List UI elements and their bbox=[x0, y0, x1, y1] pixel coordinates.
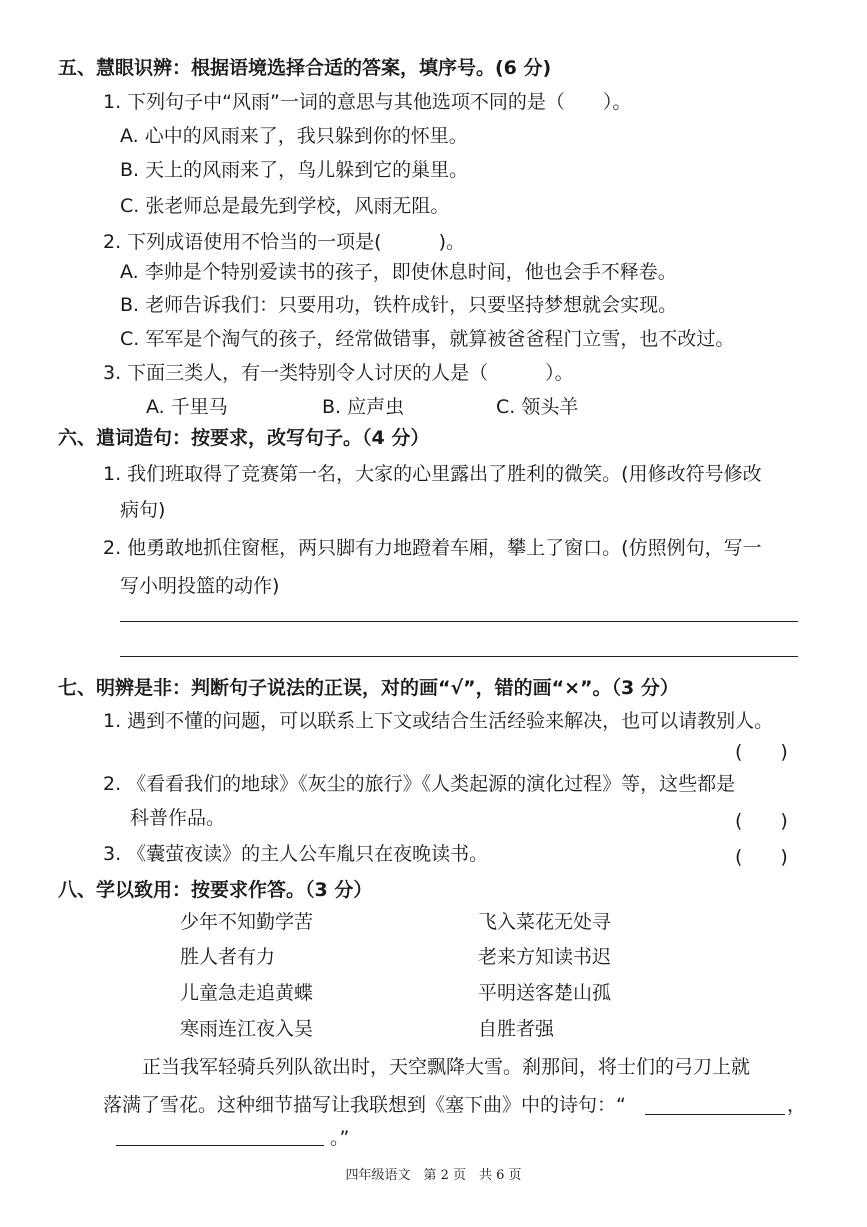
q5-3-stem: 3. 下面三类人，有一类特别令人讨厌的人是（ ）。 bbox=[103, 362, 574, 384]
passage-line-1: 正当我军轻骑兵列队欲出时，天空飘降大雪。刹那间，将士们的弓刀上就 bbox=[142, 1056, 751, 1078]
q7-3-answer-paren[interactable]: ( ) bbox=[735, 846, 788, 868]
poem-answer-blank-1[interactable] bbox=[645, 1114, 785, 1115]
poem-answer-blank-2[interactable] bbox=[116, 1145, 324, 1146]
q5-2-option-a: A. 李帅是个特别爱读书的孩子，即使休息时间，他也会手不释卷。 bbox=[120, 261, 677, 283]
q7-3: 3. 《囊萤夜读》的主人公车胤只在夜晚读书。 bbox=[103, 843, 489, 865]
q7-1: 1. 遇到不懂的问题，可以联系上下文或结合生活经验来解决，也可以请教别人。 bbox=[103, 710, 774, 732]
poem-left-4: 寒雨连江夜入吴 bbox=[180, 1018, 314, 1040]
passage-comma: ， bbox=[787, 1094, 807, 1116]
q6-2-line1: 2. 他勇敢地抓住窗框，两只脚有力地蹬着车厢，攀上了窗口。(仿照例句，写一 bbox=[103, 537, 762, 559]
q7-1-answer-paren[interactable]: ( ) bbox=[735, 741, 788, 763]
q6-1-line1: 1. 我们班取得了竞赛第一名，大家的心里露出了胜利的微笑。(用修改符号修改 bbox=[103, 463, 762, 485]
section-5-title: 五、慧眼识辨：根据语境选择合适的答案，填序号。(6 分) bbox=[58, 57, 552, 79]
q5-1-option-b: B. 天上的风雨来了，鸟儿躲到它的巢里。 bbox=[120, 159, 469, 181]
poem-left-2: 胜人者有力 bbox=[180, 946, 276, 968]
q7-2-line1: 2. 《看看我们的地球》《灰尘的旅行》《人类起源的演化过程》等，这些都是 bbox=[103, 773, 736, 795]
q7-2-answer-paren[interactable]: ( ) bbox=[735, 810, 788, 832]
section-7-title: 七、明辨是非：判断句子说法的正误，对的画“√”，错的画“×”。（3 分） bbox=[58, 677, 679, 699]
q6-1-line2: 病句) bbox=[120, 499, 166, 521]
passage-line-2: 落满了雪花。这种细节描写让我联想到《塞下曲》中的诗句：“ bbox=[103, 1094, 626, 1116]
q5-1-option-a: A. 心中的风雨来了，我只躲到你的怀里。 bbox=[120, 125, 468, 147]
poem-left-1: 少年不知勤学苦 bbox=[180, 911, 314, 933]
answer-line-1[interactable] bbox=[120, 621, 798, 622]
poem-right-2: 老来方知读书迟 bbox=[478, 946, 612, 968]
poem-right-3: 平明送客楚山孤 bbox=[478, 982, 612, 1004]
section-6-title: 六、遣词造句：按要求，改写句子。（4 分） bbox=[58, 427, 430, 449]
q5-1-stem: 1. 下列句子中“风雨”一词的意思与其他选项不同的是（ ）。 bbox=[103, 91, 632, 113]
poem-right-4: 自胜者强 bbox=[478, 1018, 555, 1040]
q5-3-option-b: B. 应声虫 bbox=[322, 396, 405, 418]
q7-2-line2: 科普作品。 bbox=[130, 807, 226, 829]
q6-2-line2: 写小明投篮的动作) bbox=[120, 575, 280, 597]
q5-2-option-c: C. 军军是个淘气的孩子，经常做错事，就算被爸爸程门立雪，也不改过。 bbox=[120, 328, 735, 350]
section-8-title: 八、学以致用：按要求作答。（3 分） bbox=[58, 879, 373, 901]
q5-2-stem: 2. 下列成语使用不恰当的一项是( )。 bbox=[103, 231, 465, 253]
q5-2-option-b: B. 老师告诉我们：只要用功，铁杵成针，只要坚持梦想就会实现。 bbox=[120, 294, 678, 316]
poem-left-3: 儿童急走追黄蝶 bbox=[180, 982, 314, 1004]
page-footer: 四年级语文 第 2 页 共 6 页 bbox=[345, 1168, 522, 1183]
answer-line-2[interactable] bbox=[120, 656, 798, 657]
q5-3-option-a: A. 千里马 bbox=[146, 396, 228, 418]
q5-1-option-c: C. 张老师总是最先到学校，风雨无阻。 bbox=[120, 195, 450, 217]
poem-right-1: 飞入菜花无处寻 bbox=[478, 911, 612, 933]
passage-end: 。” bbox=[330, 1127, 350, 1149]
q5-3-option-c: C. 领头羊 bbox=[496, 396, 579, 418]
